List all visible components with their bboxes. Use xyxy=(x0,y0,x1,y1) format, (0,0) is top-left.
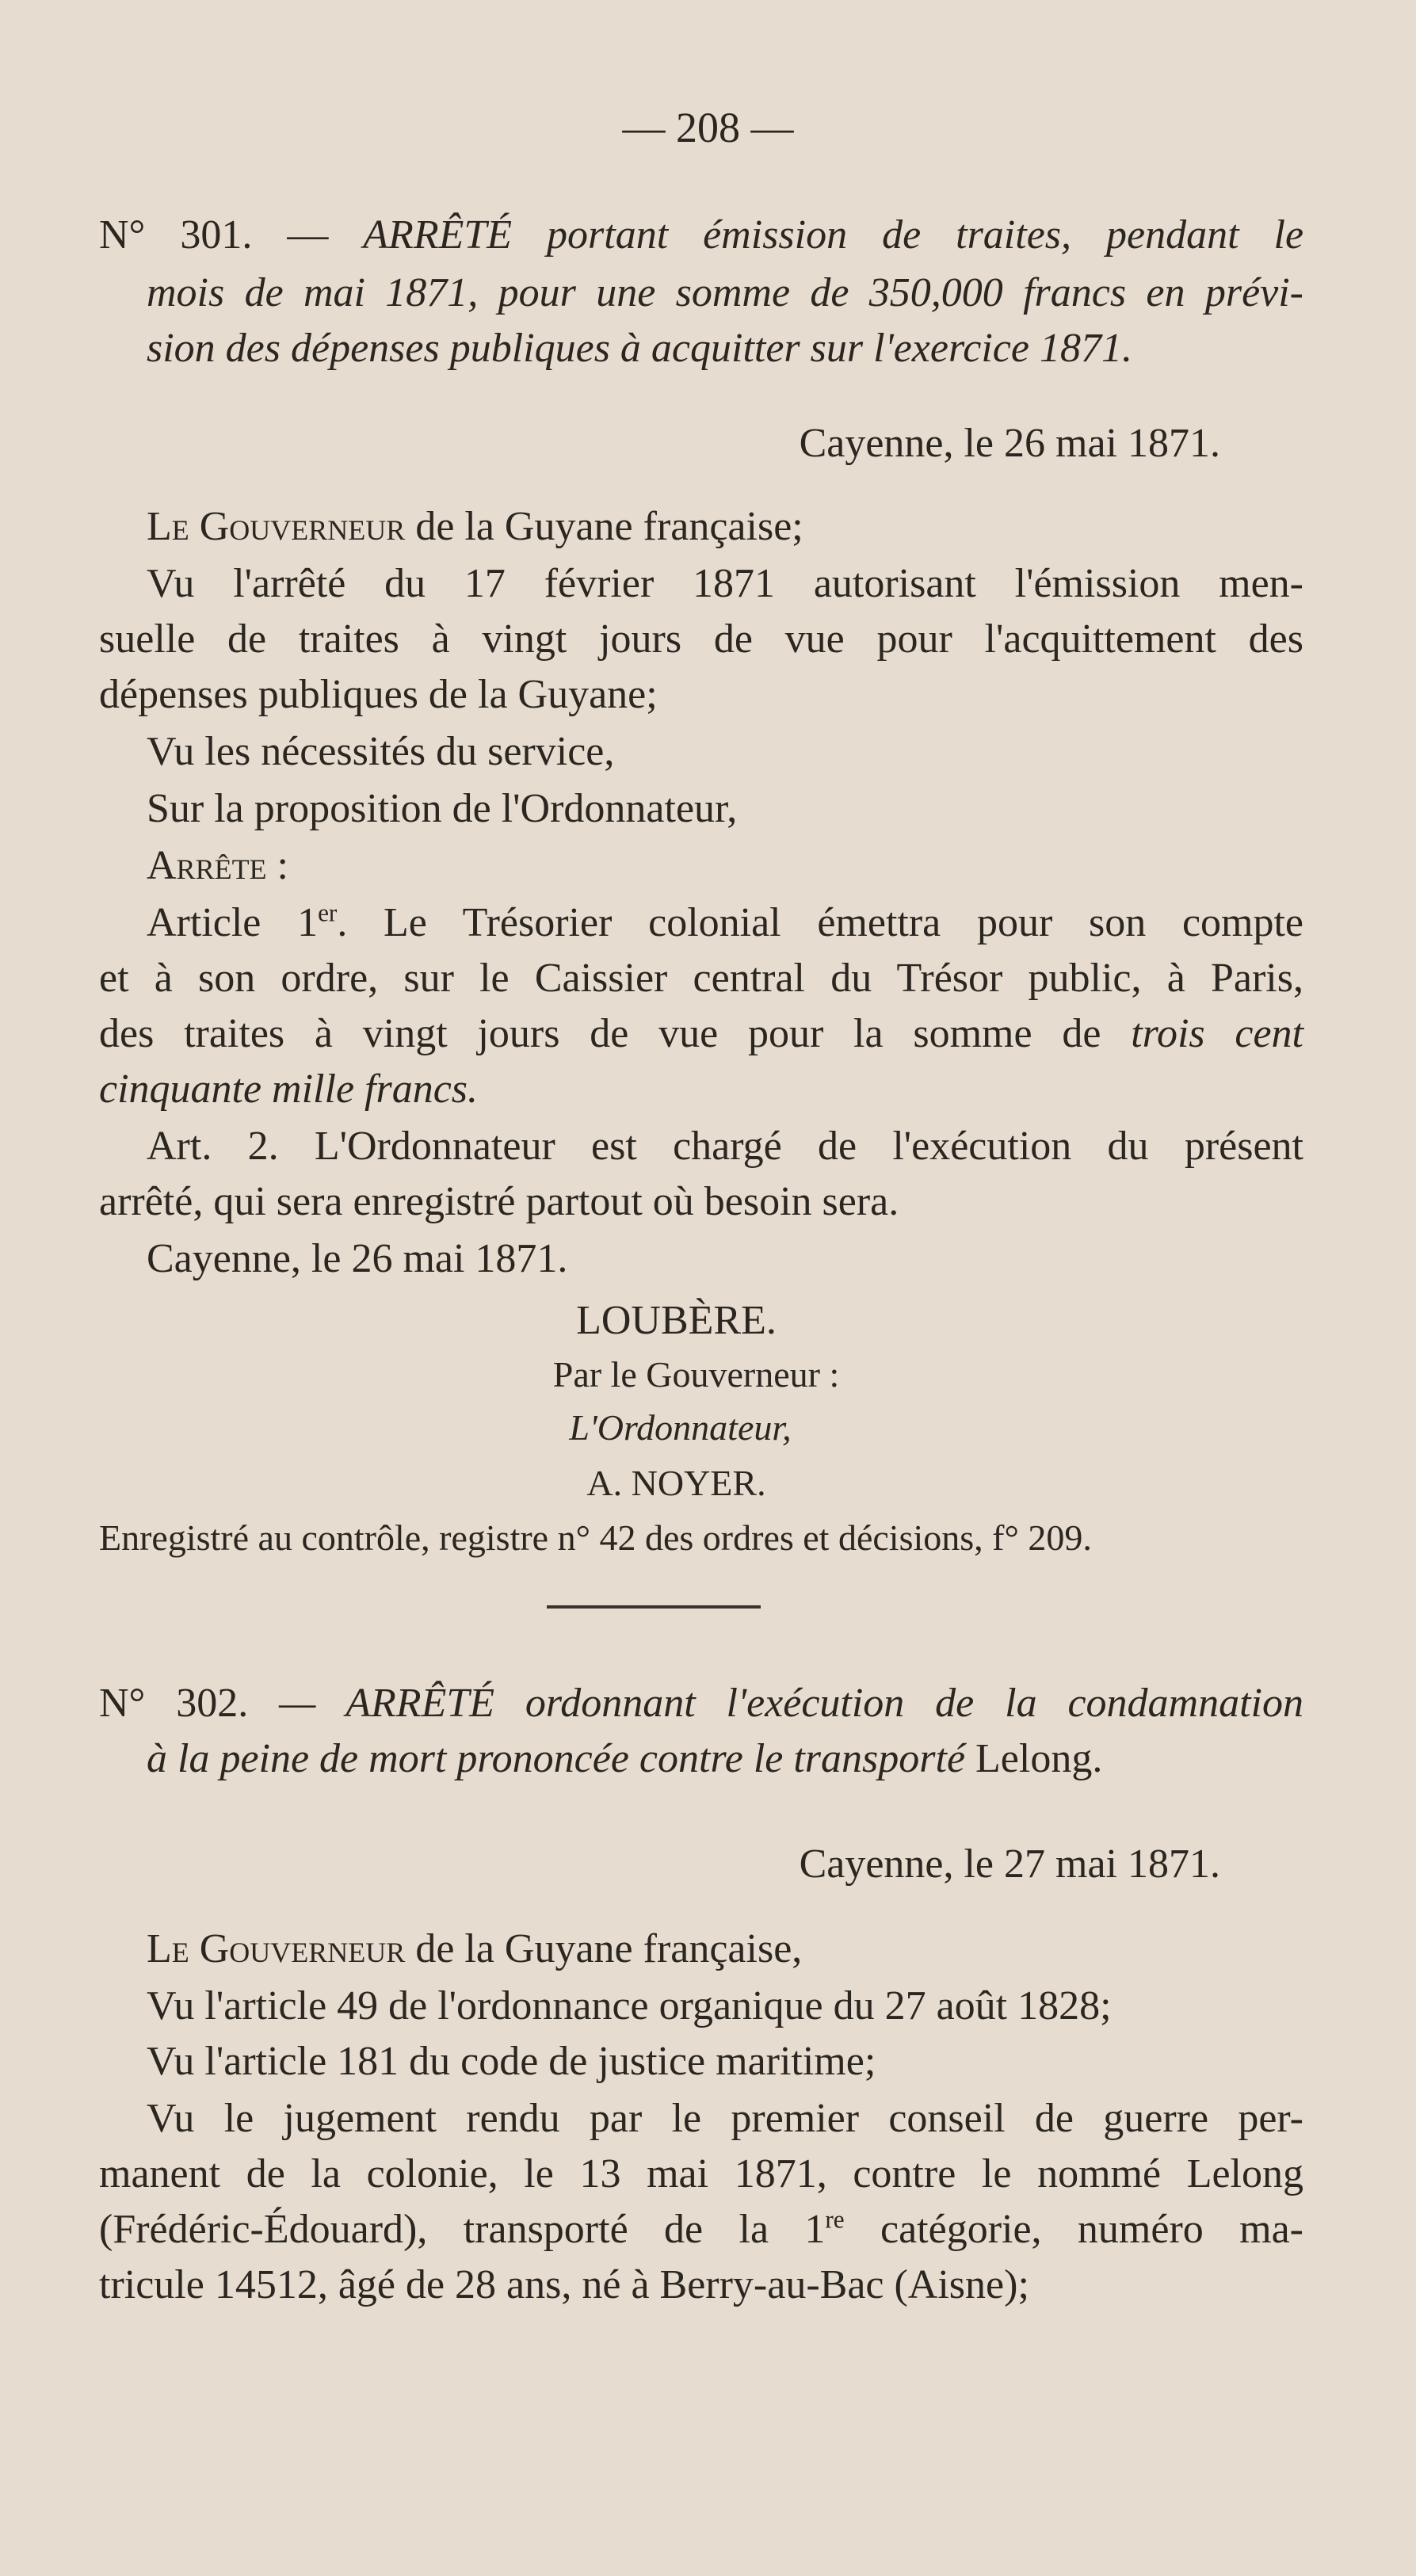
article-1-label: Article 1 xyxy=(147,900,319,945)
entry-302-vu3-line-3 xyxy=(99,2202,1303,2257)
entry-301-article-2-line-2: arrêté, qui sera enregistré partout où besoin sera. xyxy=(99,1179,899,1224)
governor-rest: de la Guyane française, xyxy=(405,1926,803,1971)
entry-301-closing-date: Cayenne, le 26 mai 1871. xyxy=(147,1236,568,1281)
entry-301-title-line-3: sion des dépenses publiques à acquitter sur l'exercice 1871. xyxy=(147,326,1132,371)
entry-301-title-line-2: mois de mai 1871, pour une somme de 350,000 francs en prévi- xyxy=(147,270,1303,315)
entry-302-title-line-1 xyxy=(99,1676,1303,1731)
entry-302-vu3-line-4: tricule 14512, âgé de 28 ans, né à Berry-au-Bac (Aisne); xyxy=(99,2262,1029,2307)
entry-title: — ARRÊTÉ ordonnant l'exécution de la condamnation xyxy=(248,1681,1303,1726)
entry-302-vu1: Vu l'article 49 de l'ordonnance organique du 27 août 1828; xyxy=(147,1983,1112,2028)
entry-301-par-le-gouverneur: Par le Gouverneur : xyxy=(552,1354,840,1395)
entry-title: ARRÊTÉ portant émission de traites, pendant le xyxy=(363,212,1304,258)
vu3-l3-text-end: catégorie, numéro ma- xyxy=(844,2207,1303,2252)
entry-301-vu2: Vu les nécessités du service, xyxy=(147,729,615,774)
article-1-text: . Le Trésorier colonial émettra pour son compte xyxy=(337,900,1303,945)
section-divider xyxy=(547,1605,761,1609)
entry-302-title-line-2 xyxy=(147,1731,1303,1787)
entry-301-vu1-line-1: Vu l'arrêté du 17 février 1871 autorisant l'émission men- xyxy=(147,561,1303,606)
entry-301-registration: Enregistré au contrôle, registre n° 42 des ordres et décisions, f° 209. xyxy=(99,1517,1092,1558)
entry-302-dateline: Cayenne, le 27 mai 1871. xyxy=(799,1841,1220,1887)
entry-302-title-name: Lelong. xyxy=(975,1736,1103,1781)
article-1-sup: er xyxy=(318,899,338,927)
vu3-l3-sup: re xyxy=(825,2205,845,2234)
governor-title: Le Gouverneur xyxy=(147,1926,406,1971)
entry-301-signature: LOUBÈRE. xyxy=(576,1298,777,1343)
entry-301-title-line-1 xyxy=(99,208,1303,263)
entry-302-vu2: Vu l'article 181 du code de justice maritime; xyxy=(147,2039,876,2084)
entry-301-dateline: Cayenne, le 26 mai 1871. xyxy=(799,421,1220,466)
entry-301-ordonnateur: L'Ordonnateur, xyxy=(569,1407,792,1448)
entry-302-vu3-line-1: Vu le jugement rendu par le premier conseil de guerre per- xyxy=(147,2096,1303,2141)
entry-number: N° 301. xyxy=(99,212,253,258)
entry-301-governor xyxy=(147,499,1303,555)
entry-302-title-italic: à la peine de mort prononcée contre le transporté xyxy=(147,1736,976,1781)
entry-number: N° 302. xyxy=(99,1681,249,1726)
entry-301-proposition: Sur la proposition de l'Ordonnateur, xyxy=(147,786,738,831)
entry-301-noyer: A. NOYER. xyxy=(586,1463,766,1503)
article-1-l3-text: des traites à vingt jours de vue pour la somme de xyxy=(99,1011,1132,1056)
page-number: — 208 — xyxy=(622,104,794,151)
entry-302-vu3-line-2: manent de la colonie, le 13 mai 1871, contre le nommé Lelong xyxy=(99,2151,1303,2196)
entry-301-article-2-line-1: Art. 2. L'Ordonnateur est chargé de l'exécution du présent xyxy=(147,1124,1303,1169)
governor-title: Le Gouverneur xyxy=(147,504,406,549)
article-1-l3-italic: trois cent xyxy=(1131,1011,1304,1056)
title-dash: — xyxy=(287,212,364,258)
entry-301-article-1-line-2: et à son ordre, sur le Caissier central du Trésor public, à Paris, xyxy=(99,956,1303,1001)
entry-301-article-1-line-4: cinquante mille francs. xyxy=(99,1067,479,1112)
entry-301-vu1-line-3: dépenses publiques de la Guyane; xyxy=(99,672,658,717)
entry-301-arrete: Arrête : xyxy=(147,843,288,888)
governor-rest: de la Guyane française; xyxy=(405,504,803,549)
entry-301-article-1-line-1 xyxy=(147,895,1303,951)
vu3-l3-text: (Frédéric-Édouard), transporté de la 1 xyxy=(99,2207,826,2252)
entry-301-vu1-line-2: suelle de traites à vingt jours de vue pour l'acquittement des xyxy=(99,616,1303,662)
entry-301-article-1-line-3 xyxy=(99,1006,1303,1062)
entry-302-governor xyxy=(147,1922,1303,1977)
